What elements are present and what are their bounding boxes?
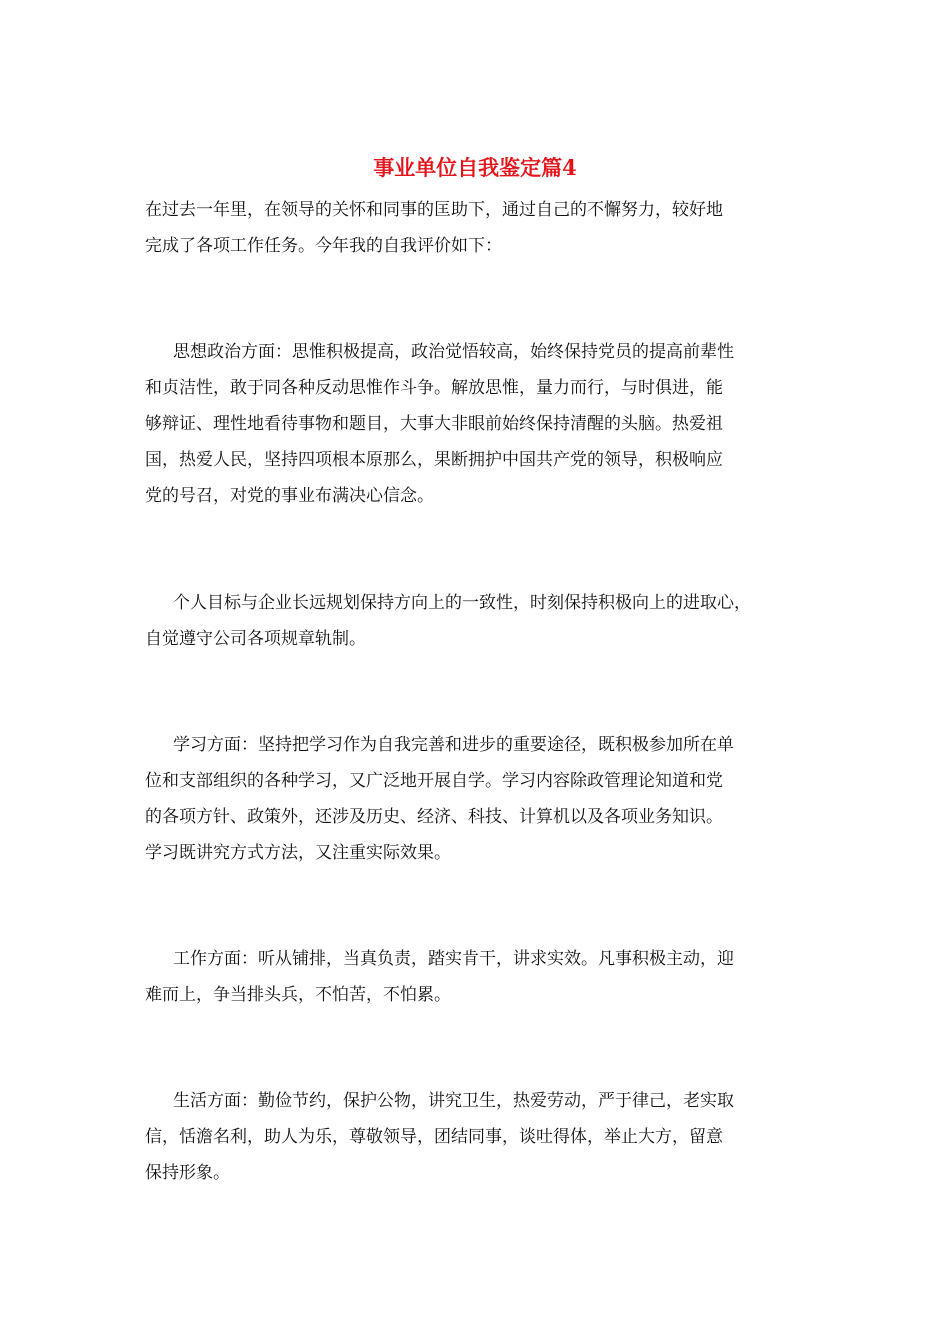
document-title: 事业单位自我鉴定篇4 (373, 155, 577, 180)
paragraph-line: 保持形象。 (145, 1163, 230, 1183)
paragraph-line: 国，热爱人民，坚持四项根本原那么，果断拥护中国共产党的领导，积极响应 (145, 450, 723, 470)
paragraph-line: 思想政治方面：思惟积极提高，政治觉悟较高，始终保持党员的提高前辈性 (173, 342, 734, 362)
paragraph-line: 学习既讲究方式方法，又注重实际效果。 (145, 843, 451, 863)
paragraph-line: 学习方面：坚持把学习作为自我完善和进步的重要途径，既积极参加所在单 (173, 735, 734, 755)
paragraph-line: 够辩证、理性地看待事物和题目，大事大非眼前始终保持清醒的头脑。热爱祖 (145, 414, 723, 434)
paragraph-line: 个人目标与企业长远规划保持方向上的一致性，时刻保持积极向上的进取心， (173, 593, 751, 613)
paragraph-line: 和贞洁性，敢于同各种反动思惟作斗争。解放思惟，量力而行，与时俱进，能 (145, 378, 723, 398)
paragraph-line: 的各项方针、政策外，还涉及历史、经济、科技、计算机以及各项业务知识。 (145, 807, 723, 827)
paragraph-line: 自觉遵守公司各项规章轨制。 (145, 629, 366, 649)
intro-line: 完成了各项工作任务。今年我的自我评价如下： (145, 236, 502, 256)
paragraph-line: 位和支部组织的各种学习，又广泛地开展自学。学习内容除政管理论知道和党 (145, 771, 723, 791)
paragraph-line: 党的号召，对党的事业布满决心信念。 (145, 486, 434, 506)
paragraph-line: 信，恬澹名利，助人为乐，尊敬领导，团结同事，谈吐得体，举止大方，留意 (145, 1127, 723, 1147)
paragraph-line: 生活方面：勤俭节约，保护公物，讲究卫生，热爱劳动，严于律己，老实取 (173, 1091, 734, 1111)
paragraph-line: 工作方面：听从铺排，当真负责，踏实肯干，讲求实效。凡事积极主动，迎 (173, 949, 734, 969)
paragraph-line: 难而上，争当排头兵，不怕苦，不怕累。 (145, 985, 451, 1005)
intro-line: 在过去一年里，在领导的关怀和同事的匡助下，通过自己的不懈努力，较好地 (145, 200, 723, 220)
